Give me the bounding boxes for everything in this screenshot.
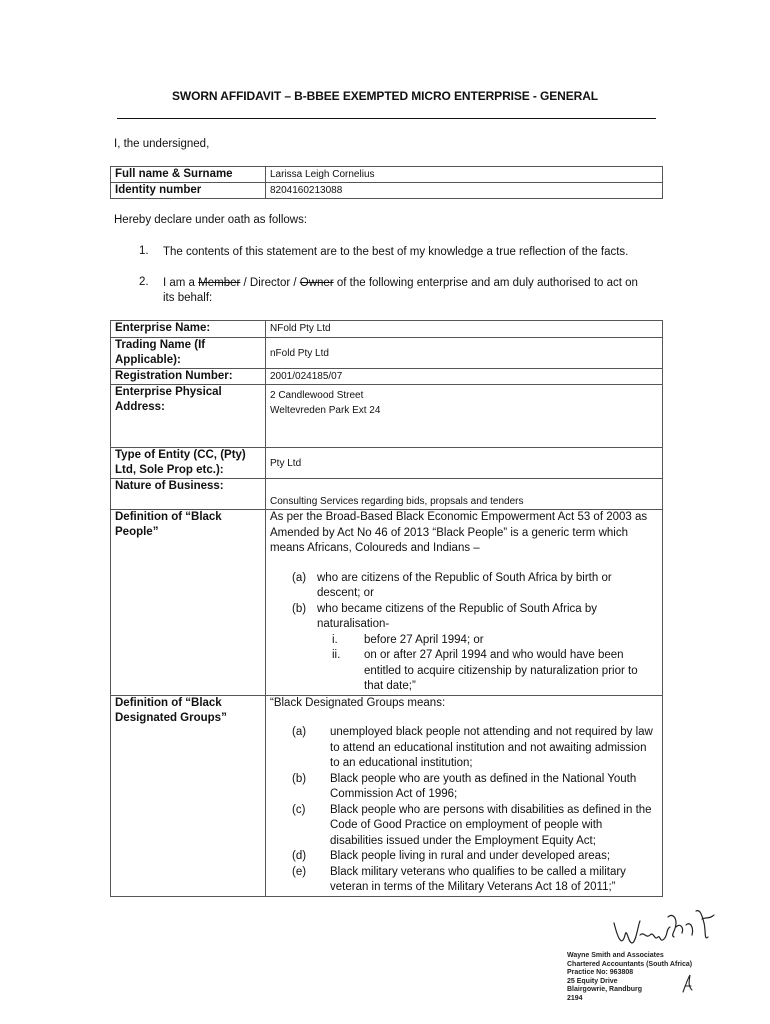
black-people-list xyxy=(270,571,658,695)
trading-name-label: Trading Name (If Applicable): xyxy=(111,338,266,369)
personal-details-table xyxy=(110,166,663,199)
designated-groups-definition xyxy=(266,695,663,896)
enterprise-name-value: NFold Pty Ltd xyxy=(266,321,663,338)
stamp-line: 2194 xyxy=(567,994,583,1002)
undersigned-text: I, the undersigned, xyxy=(114,138,210,150)
list-text: Black military veterans who qualifies to be called a military veteran in terms of the Military Veterans Act 18 of 2011;” xyxy=(330,865,626,893)
nature-of-business-label: Nature of Business: xyxy=(111,479,266,510)
stamp-line: Blairgowrie, Randburg xyxy=(567,986,643,993)
list-key: (a) xyxy=(292,726,307,738)
nature-of-business-value: Consulting Services regarding bids, propsals and tenders xyxy=(266,479,663,510)
practice-stamp xyxy=(567,952,692,1003)
declaration-intro: Hereby declare under oath as follows: xyxy=(114,214,308,226)
entity-type-value: Pty Ltd xyxy=(266,448,663,479)
physical-address-label: Enterprise Physical Address: xyxy=(111,385,266,448)
black-people-intro: As per the Broad-Based Black Economic Empowerment Act 53 of 2003 as Amended by Act No 46 of 2013 “Black People” is a generic term which means Africans, Coloureds and Indians – xyxy=(270,511,648,554)
designated-list xyxy=(270,725,658,896)
item-text xyxy=(163,276,663,306)
struck-owner: Owner xyxy=(299,277,334,289)
list-key: (b) xyxy=(292,772,307,785)
text-part: of the following enterprise and am duly authorised to act on xyxy=(333,277,638,289)
list-text: who became citizens of the Republic of South Africa by naturalisation- xyxy=(317,602,597,630)
stamp-line: 25 Equity Drive xyxy=(567,977,618,985)
registration-number-value: 2001/024185/07 xyxy=(266,369,663,385)
list-text: Black people who are persons with disabilities as defined in the Code of Good Practice on employment of people with disabilities issued under the Employment Equity Act; xyxy=(330,803,652,847)
entity-type-label: Type of Entity (CC, (Pty) Ltd, Sole Prop etc.): xyxy=(111,448,266,479)
black-people-label: Definition of “Black People” xyxy=(111,510,266,696)
list-key: (e) xyxy=(292,865,307,878)
stamp-line: Wayne Smith and Associates xyxy=(567,952,664,959)
text-part: I am a xyxy=(163,277,199,289)
stamp-line: Practice No: 963808 xyxy=(567,969,634,976)
text-part: / Director / xyxy=(240,277,300,289)
item-text: The contents of this statement are to the best of my knowledge a true reflection of the facts. xyxy=(163,246,629,258)
sublist-text: before 27 April 1994; or xyxy=(364,633,484,646)
list-text: unemployed black people not attending and not required by law to attend an educational institution and not awaiting admission to an educational institution; xyxy=(330,726,653,769)
list-text: who are citizens of the Republic of South Africa by birth or descent; or xyxy=(317,571,612,599)
designated-groups-label: Definition of “Black Designated Groups” xyxy=(111,695,266,896)
sublist-text: on or after 27 April 1994 and who would have been entitled to acquire citizenship by naturalization prior to that date;” xyxy=(364,649,638,692)
sublist-key: i. xyxy=(332,633,338,646)
list-text: Black people who are youth as defined in the National Youth Commission Act of 1996; xyxy=(330,772,637,800)
identity-number-label: Identity number xyxy=(111,183,266,199)
list-text: Black people living in rural and under developed areas; xyxy=(330,850,611,862)
address-line-2: Weltevreden Park Ext 24 xyxy=(270,405,381,416)
item-number: 2. xyxy=(139,276,149,288)
registration-number-label: Registration Number: xyxy=(111,369,266,385)
list-key: (d) xyxy=(292,850,307,862)
signature xyxy=(610,905,720,955)
identity-number-value: 8204160213088 xyxy=(266,183,663,199)
physical-address-value xyxy=(266,385,663,448)
struck-member: Member xyxy=(198,277,241,289)
enterprise-details-table xyxy=(110,320,663,897)
full-name-label: Full name & Surname xyxy=(111,167,266,183)
enterprise-name-label: Enterprise Name: xyxy=(111,321,266,338)
text-part: its behalf: xyxy=(163,292,213,304)
sublist-key: ii. xyxy=(332,649,341,661)
list-key: (b) xyxy=(292,602,307,615)
document-title: SWORN AFFIDAVIT – B-BBEE EXEMPTED MICRO ENTERPRISE - GENERAL xyxy=(171,89,599,103)
address-line-1: 2 Candlewood Street xyxy=(270,390,364,401)
initials-mark xyxy=(680,972,696,996)
item-number: 1. xyxy=(139,245,149,257)
black-people-definition xyxy=(266,510,663,696)
list-key: (a) xyxy=(292,571,307,584)
designated-intro: “Black Designated Groups means: xyxy=(270,696,446,709)
stamp-line: Chartered Accountants (South Africa) xyxy=(567,960,693,968)
full-name-value: Larissa Leigh Cornelius xyxy=(266,167,663,183)
trading-name-value: nFold Pty Ltd xyxy=(266,338,663,369)
list-key: (c) xyxy=(292,803,306,816)
title-underline xyxy=(117,118,656,119)
